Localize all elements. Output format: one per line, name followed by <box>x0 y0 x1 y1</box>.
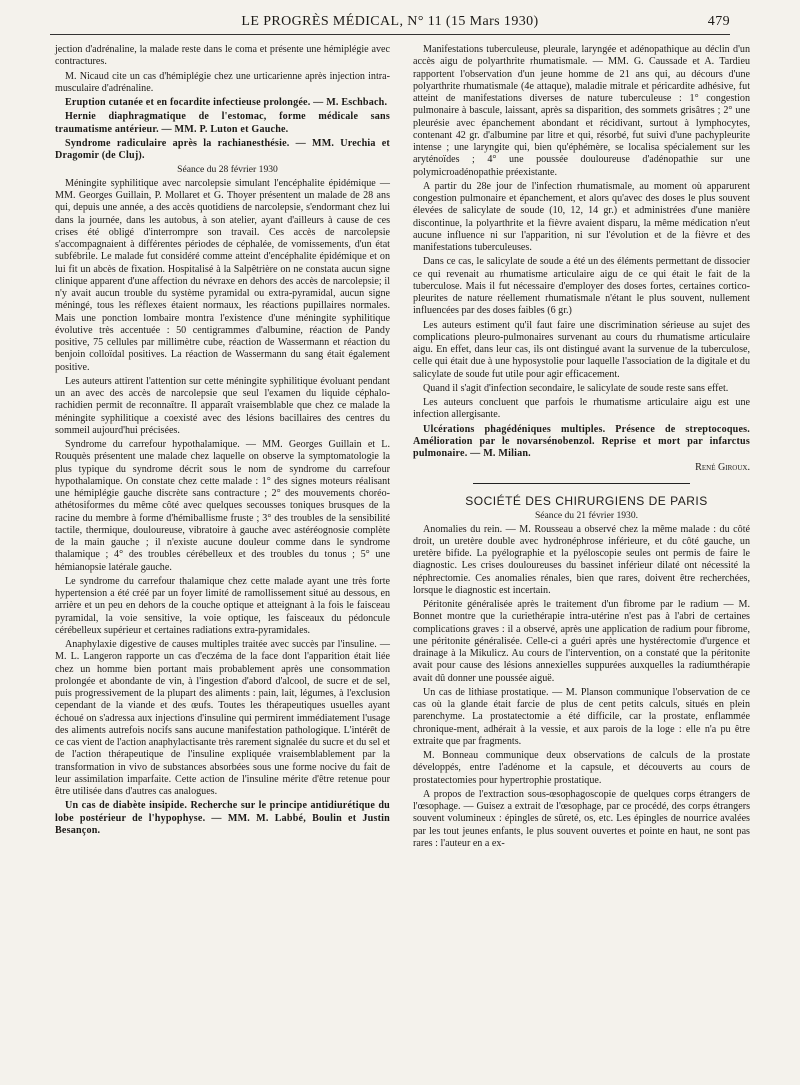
session-date: Séance du 21 février 1930. <box>534 510 639 522</box>
paragraph: Syndrome du carrefour hypothalamique. — MM. Georges Guillain et L. Rouquès présentent une malade chez laquelle on observe la symptomatologie la plus typique du syndrome décrit sous le nom de syndrome du carrefour hypothalamique. On constate chez cette malade : 1° des signes moteurs réalisant une hémiplégie gauche discrète sans contracture ; 2° des mouvements choréo-athétosiformes du même côté avec quelques secousses toniques brusques de la racine du membre à forme d'hémiballisme fruste ; 3° des troubles de la sensibilité tactile, thermique, douloureuse, vibratoire à gauche avec astéréognosie complète de la main gauche ; il n'existe aucune douleur comme dans le syndrome thalamique ; 4° des troubles cérébelleux et des troubles du tonus ; 5° une hémianopsie latérale gauche. <box>55 439 390 573</box>
right-column <box>413 44 750 852</box>
paragraph: A propos de l'extraction sous-œsophagoscopie de quelques corps étrangers de l'œsophage. — Guisez a extrait de l'œsophage, par ce procédé, des corps étrangers souvent volumineux : épingles de sûreté, os, etc. Les épingles de nourrice avalées par les tout jeunes enfants, le plus souvent ouvertes et pointe en haut, ne sont pas rares : l'auteur en a ex- <box>413 788 750 849</box>
paragraph: Les auteurs estiment qu'il faut faire une discrimination sérieuse au sujet des complications pleuro-pulmonaires survenant au cours du rhumatisme articulaire aigu. En effet, dans leur cas, ils ont distingué avant la survenue de la tuberculose, celle qui était due à une hyposystolie pour laquelle l'association de la digitale et du salicylate de soude fut utile pour agir efficacement. <box>413 319 750 380</box>
paragraph: M. Bonneau communique deux observations de calculs de la prostate développés, entre l'adénome et la capsule, et découverts au cours de prostatectomies pour hypertrophie prostatique. <box>413 750 750 786</box>
running-title: LE PROGRÈS MÉDICAL, N° 11 (15 Mars 1930) <box>241 14 539 29</box>
paragraph: Les auteurs concluent que parfois le rhumatisme articulaire aigu est une infection allergisante. <box>413 397 750 421</box>
paragraph: Anaphylaxie digestive de causes multiples traitée avec succès par l'insuline. — M. L. Langeron rapporte un cas d'eczéma de la face dont l'apparition était liée chez un homme bien portant mais probablement après une consommation prolongée et abondante de vin, à l'ingestion d'abord d'alcool, de sucre et de sel, puis progressivement de la plupart des aliments : pain, lait, légumes, à l'exclusion cependant de la viande et des œufs. Toutes les thérapeutiques usuelles ayant échoué on s'adressa aux injections d'insuline qui permirent immédiatement l'usage des aliments autrefois nocifs sans aucune manifestation pathologique. L'intérêt de ce cas vient de l'action anaphylactisante très rarement signalée du sucre et du sel et de l'action thérapeutique de l'insuline expliquée vraisemblablement par la transformation in vivo de substances absorbées sous une forme nocive du fait de leur assimilation imparfaite. Cette action de l'insuline mérite d'être retenue pour être utilisée dans d'autres cas analogues. <box>55 639 390 798</box>
page-header <box>50 12 730 35</box>
society-heading: SOCIÉTÉ DES CHIRURGIENS DE PARIS <box>465 493 708 508</box>
paragraph: Les auteurs attirent l'attention sur cette méningite syphilitique évoluant pendant un an avec des accès de narcolepsie que seul l'examen du liquide céphalo-rachidien permit de reconnaître. Il apparaît vraisemblable que chez ce malade la méningite syphilitique a coexisté avec des lésions bacillaires des centres du sommeil aujourd'hui précisées. <box>55 375 390 436</box>
communication-title: Eruption cutanée et en focardite infectieuse prolongée. — M. Eschbach. <box>65 97 388 108</box>
author-signature: René Giroux. <box>695 462 750 474</box>
paragraph: Méningite syphilitique avec narcolepsie simulant l'encéphalite épidémique — MM. Georges Guillain, P. Mollaret et G. Thoyer présentent un malade de 28 ans qui, depuis une année, a des accès quotidiens de narcolepsie, s'endormant chez lui dans la journée, dans les autobus, à son atelier, ayant d'ailleurs à cause de ces crises été obligé d'interrompre son travail. Ces accès de narcolepsie s'accompagnaient à différentes périodes de céphalée, de vomissements, d'un état subfébrile. Le malade fut considéré comme atteint d'encéphalite épidémique et on lui fit un abcès de fixation. Hospitalisé à la Salpêtrière on ne constata aucun signe clinique apparent d'une affection du névraxe en dehors des accès de narcolepsie; il n'y avait aucun trouble du système pyramidal ou extra-pyramidal, aucun signe méningé, tous les réflexes étaient normaux, les réactions pupillaires normales. Mais une ponction lombaire montra l'existence d'une méningite syphilitique évolutive très accentuée : 50 centigrammes d'albumine, réaction de Pandy positive, 75 cellules par millimètre cube, réaction de Wassermann et réaction du benjoin colloïdal positives. La réaction de Wassermann du sang était également positive. <box>55 177 390 373</box>
paragraph: Péritonite généralisée après le traitement d'un fibrome par le radium — M. Bonnet montre que la curiethérapie intra-utérine n'est pas à l'abri de certaines complications graves : il a observé, après une application de radium pour fibrome, une péritonite généralisée. Celle-ci a guéri après une hystérectomie d'urgence et drainage à la Mikulicz. Au cours de l'intervention, on a constaté que la péritonite avait pour cause des lésions annexielles suppurées auxquelles la radiumthérapie avait dû donner une poussée aiguë. <box>413 599 750 684</box>
paragraph: Le syndrome du carrefour thalamique chez cette malade ayant une très forte hypertension a été créé par un foyer limité de ramollissement situé au dessous, en arrière et un peu en dehors de la couche optique et atteignant à la fois le faisceau pyramidal, la voie sensitive, la voie optique, les faisceaux du pédoncule cérébelleux supérieur et certaines radiations extra-pyramidales. <box>55 575 390 636</box>
page-number: 479 <box>707 14 730 29</box>
communication-title: Hernie diaphragmatique de l'estomac, forme médicale sans traumatisme antérieur. — MM. P. Luton et Gauche. <box>55 111 390 135</box>
paragraph: Un cas de lithiase prostatique. — M. Planson communique l'observation de ce cas où la glande était farcie de plus de cent petits calculs, situés en plein parenchyme. La prostatectomie a été difficile, car la prostate, enflammée chronique-ment, adhérait à la vessie, et aux parois de la loge : elle n'a pu être extraite que par fragments. <box>413 686 750 747</box>
paragraph: A partir du 28e jour de l'infection rhumatismale, au moment où apparurent congestion pulmonaire et épanchement, et alors qu'avec des doses le plus souvent élevées de salicylate de soude (10, 12, 14 gr.) et administrées d'une manière discontinue, la polyarthrite et la fièvre avaient disparu, la même médication n'eut aucune influence ni sur l'apparition, ni sur l'évolution et de la fièvre et des manifestations tuberculeuses. <box>413 180 750 253</box>
paragraph: Dans ce cas, le salicylate de soude a été un des éléments permettant de dissocier ce qui revenait au rhumatisme articulaire aigu de ce qui était le fait de la tuberculose. Mais il fut nécessaire d'employer des doses fortes, certaines cortico-pleurites de nature réellement rhumatismale n'étant le plus souvent, nullement influencées par des doses faibles (6 gr.) <box>413 256 750 317</box>
paragraph: Quand il s'agit d'infection secondaire, le salicylate de soude reste sans effet. <box>423 382 729 394</box>
paragraph: Manifestations tuberculeuse, pleurale, laryngée et adénopathique au déclin d'un accès aigu de polyarthrite rhumatismale. — MM. G. Caussade et A. Tardieu rapportent l'observation d'un jeune homme de 21 ans qui, au décours d'une polyarthrite rhumatismale (4e attaque), maladie mitrale et péricardite adhésive, fut atteint de manifestations diverses de nature tuberculeuse : 1° congestion pulmonaire à bascule, laissant, après sa disparition, des sommets grisâtres ; 2° une pleurésie avec épanchement abondant et récidivant, surtout à lymphocytes, contenant 42 gr. d'albumine par litre et qui, résorbé, fut suivi d'une pachypleurite intense ; une laryngite qui, bien qu'éphémère, se localisa spécialement sur les aryténoïdes ; 4° une poussée douloureuse d'adénopathie sur une polymicroadénopathie préexistante. <box>413 44 750 178</box>
paragraph: M. Nicaud cite un cas d'hémiplégie chez une urticarienne après injection intra-musculaire d'adrénaline. <box>55 70 390 94</box>
section-divider <box>473 483 690 484</box>
session-date: Séance du 28 février 1930 <box>177 164 278 176</box>
communication-title: Un cas de diabète insipide. Recherche sur le principe antidiurétique du lobe postérieur de l'hypophyse. — MM. M. Labbé, Boulin et Justin Besançon. <box>55 800 390 836</box>
left-column <box>55 44 390 839</box>
paragraph: jection d'adrénaline, la malade reste dans le coma et présente une hémiplégie avec contractures. <box>55 44 390 68</box>
paragraph: Anomalies du rein. — M. Rousseau a observé chez la même malade : du côté droit, un uretère double avec hydronéphrose inférieure, et du côté gauche, un uretère bifide. La pyélographie et la pyéloscopie seules ont permis de faire le diagnostic. Les crises douloureuses du bassinet inférieur dilaté ont nécessité la néphrectomie. Ces anomalies rénales, bien que rares, doivent être recherchées, lorsque le diagnostic est incertain. <box>413 523 750 596</box>
communication-title: Syndrome radiculaire après la rachianesthésie. — MM. Urechia et Dragomir (de Cluj). <box>55 137 390 161</box>
communication-title: Ulcérations phagédéniques multiples. Présence de streptocoques. Amélioration par le novarsénobenzol. Reprise et mort par infarctus pulmonaire. — M. Milian. <box>413 423 750 459</box>
